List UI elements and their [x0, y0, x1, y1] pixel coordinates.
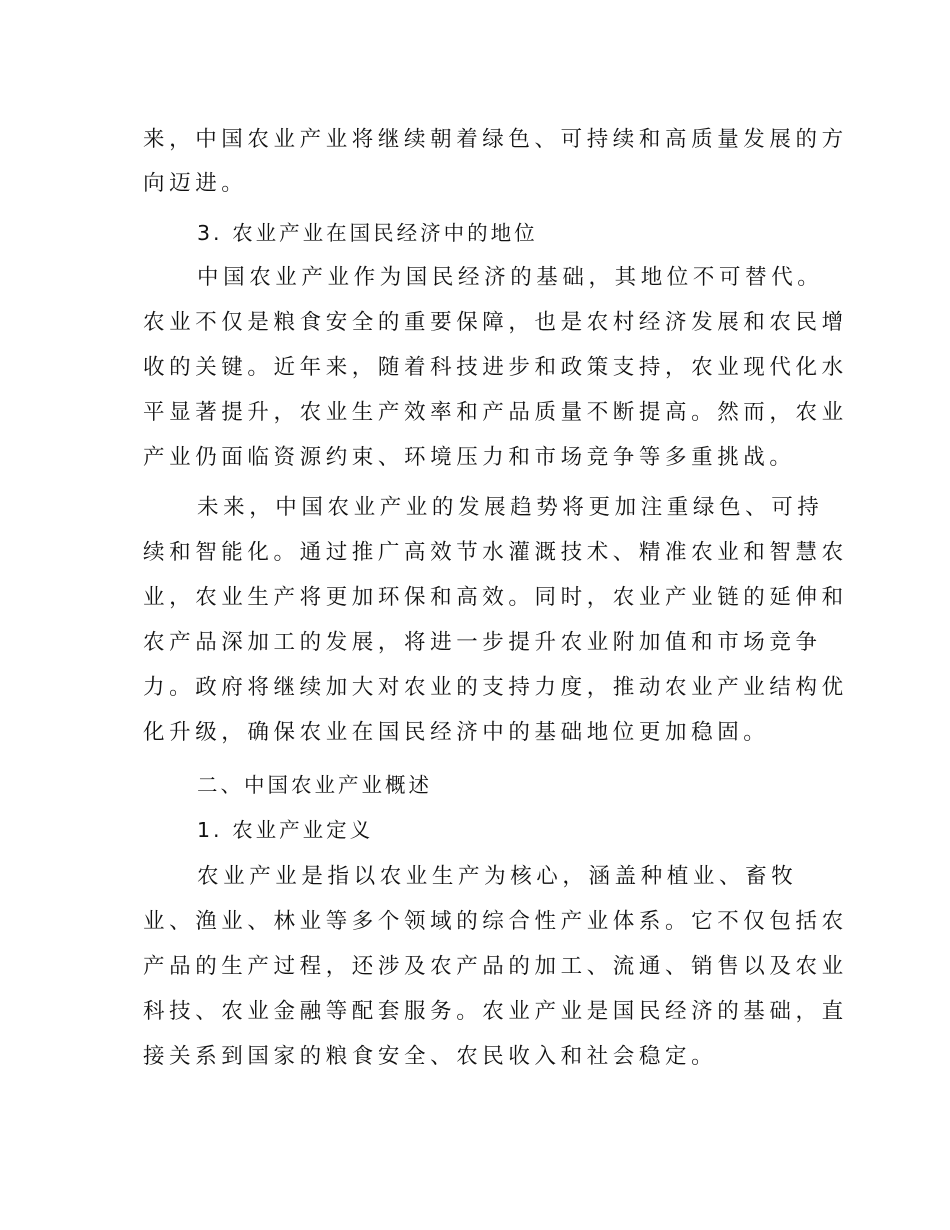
paragraph-line: 向迈进。: [143, 171, 248, 196]
paragraph-line: 产品的生产过程，还涉及农产品的加工、流通、销售以及农业: [143, 954, 848, 979]
paragraph-line: 收的关键。近年来，随着科技进步和政策支持，农业现代化水: [143, 355, 848, 380]
paragraph-line: 来，中国农业产业将继续朝着绿色、可持续和高质量发展的方: [143, 127, 848, 152]
paragraph-line: 业，农业生产将更加环保和高效。同时，农业产业链的延伸和: [143, 585, 848, 610]
paragraph-line: 中国农业产业作为国民经济的基础，其地位不可替代。: [197, 265, 824, 290]
paragraph-line: 业、渔业、林业等多个领域的综合性产业体系。它不仅包括农: [143, 909, 848, 934]
paragraph-line: 科技、农业金融等配套服务。农业产业是国民经济的基础，直: [143, 999, 848, 1024]
paragraph-line: 化升级，确保农业在国民经济中的基础地位更加稳固。: [143, 720, 770, 745]
paragraph-line: 产业仍面临资源约束、环境压力和市场竞争等多重挑战。: [143, 445, 796, 470]
chapter-heading: 二、中国农业产业概述: [197, 773, 432, 797]
paragraph-line: 未来，中国农业产业的发展趋势将更加注重绿色、可持: [197, 495, 824, 520]
paragraph-line: 平显著提升，农业生产效率和产品质量不断提高。然而，农业: [143, 400, 848, 425]
paragraph-line: 续和智能化。通过推广高效节水灌溉技术、精准农业和智慧农: [143, 540, 848, 565]
paragraph-line: 力。政府将继续加大对农业的支持力度，推动农业产业结构优: [143, 675, 848, 700]
paragraph-line: 接关系到国家的粮食安全、农民收入和社会稳定。: [143, 1044, 718, 1069]
paragraph-line: 农业产业是指以农业生产为核心，涵盖种植业、畜牧: [197, 864, 798, 889]
section-heading: 1. 农业产业定义: [197, 818, 374, 842]
paragraph-line: 农业不仅是粮食安全的重要保障，也是农村经济发展和农民增: [143, 310, 848, 335]
section-heading: 3. 农业产业在国民经济中的地位: [197, 221, 538, 245]
paragraph-line: 农产品深加工的发展，将进一步提升农业附加值和市场竞争: [143, 630, 822, 655]
